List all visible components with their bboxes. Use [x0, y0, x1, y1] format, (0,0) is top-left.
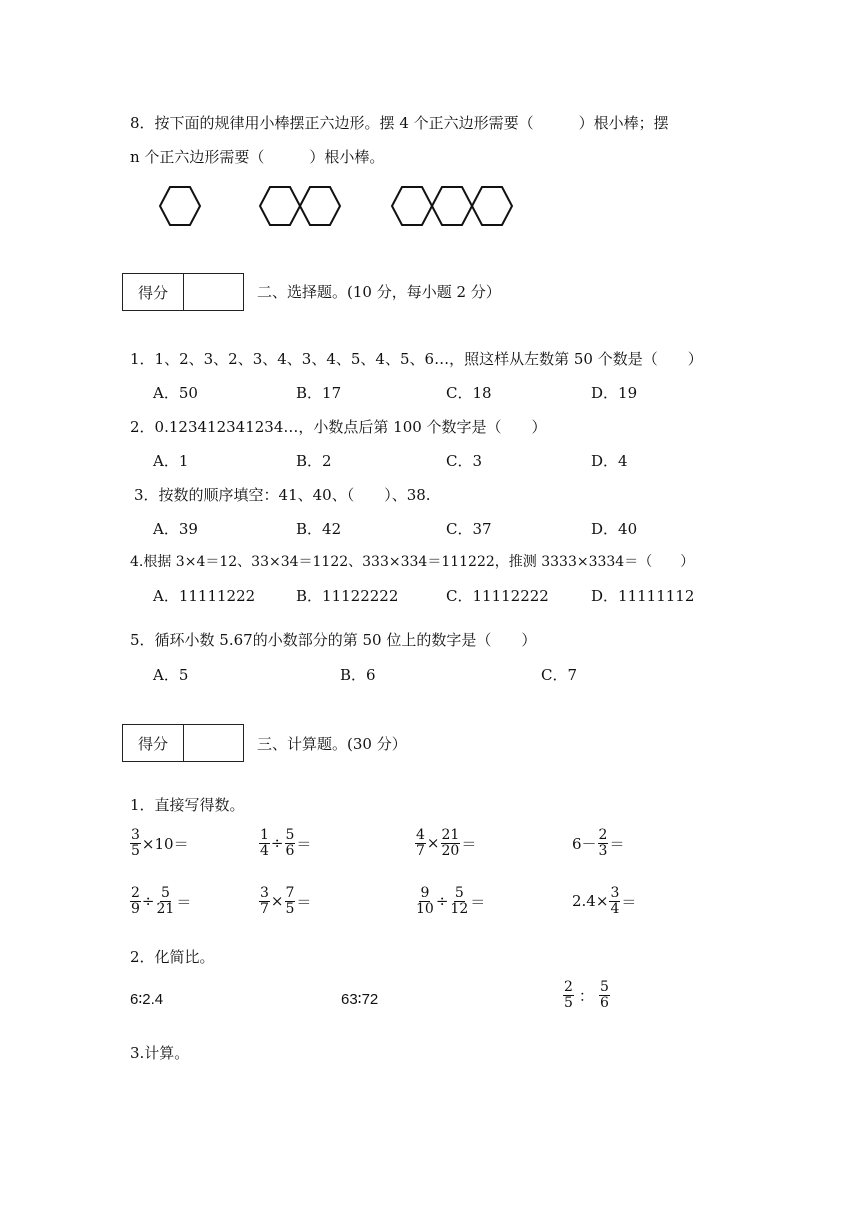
option: C．3 — [446, 452, 483, 470]
score-blank — [184, 725, 243, 761]
fraction: $\frac{3}{5}$ — [131, 827, 140, 859]
option: B．17 — [296, 384, 342, 402]
option: D．19 — [591, 384, 638, 402]
calc-item: 6－ $\frac{2}{3}$ ＝ — [572, 827, 625, 859]
option: A．50 — [153, 384, 198, 402]
fraction: $\frac{3}{4}$ — [610, 885, 620, 917]
question-text: 3．按数的顺序填空：41、40、（ ）、38. — [134, 486, 431, 504]
question-text: 2．0.123412341234…，小数点后第 100 个数字是（ ） — [130, 418, 547, 436]
hexagon — [160, 187, 200, 225]
option: D．40 — [591, 520, 638, 538]
calc-item: $\frac{2}{9}$ ÷ $\frac{5}{21}$ ＝ — [131, 885, 192, 917]
option: B．2 — [296, 452, 332, 470]
ratio-item: $\frac{2}{5}$ ： $\frac{5}{6}$ — [564, 979, 609, 1011]
q8-line2: n 个正六边形需要（ ）根小棒。 — [130, 148, 385, 166]
score-blank — [184, 274, 243, 310]
calc-item: 2.4× $\frac{3}{4}$ ＝ — [572, 885, 637, 917]
option: C．37 — [446, 520, 492, 538]
fraction: $\frac{2}{9}$ — [131, 885, 140, 917]
calc-item: $\frac{1}{4}$ ÷ $\frac{5}{6}$ ＝ — [260, 827, 312, 859]
hexagon — [300, 187, 340, 225]
fraction: $\frac{5}{6}$ — [285, 827, 295, 859]
calc-item: $\frac{9}{10}$ ÷ $\frac{5}{12}$ ＝ — [416, 885, 486, 917]
hexagon — [392, 187, 432, 225]
fraction: $\frac{7}{5}$ — [285, 885, 295, 917]
fraction: $\frac{2}{5}$ — [564, 979, 573, 1011]
option: B．42 — [296, 520, 342, 538]
fraction: $\frac{2}{3}$ — [598, 827, 608, 859]
option: B．11122222 — [296, 587, 399, 605]
section2-title: 二、选择题。(10 分，每小题 2 分） — [257, 283, 501, 301]
option: C．18 — [446, 384, 492, 402]
question-text: 1．1、2、3、2、3、4、3、4、5、4、5、6…，照这样从左数第 50 个数是（ ） — [130, 350, 703, 368]
fraction: $\frac{5}{12}$ — [450, 885, 469, 917]
option: D．11111112 — [591, 587, 695, 605]
ratio-item: 6∶2.4 — [130, 991, 164, 1008]
section3-title: 三、计算题。(30 分） — [257, 735, 407, 753]
fraction: $\frac{5}{6}$ — [599, 979, 609, 1011]
option: A．11111222 — [153, 587, 256, 605]
part1-heading: 1．直接写得数。 — [130, 796, 245, 814]
calc-item: $\frac{3}{5}$ ×10＝ — [131, 827, 189, 859]
calc-item: $\frac{4}{7}$ × $\frac{21}{20}$ ＝ — [416, 827, 477, 859]
score-label: 得分 — [123, 274, 184, 310]
calc-item: $\frac{3}{7}$ × $\frac{7}{5}$ ＝ — [260, 885, 312, 917]
option: A．39 — [153, 520, 198, 538]
fraction: $\frac{1}{4}$ — [260, 827, 269, 859]
option: B．6 — [340, 666, 376, 684]
part3-heading: 3.计算。 — [130, 1044, 190, 1062]
option: C．11112222 — [446, 587, 549, 605]
option: D．4 — [591, 452, 628, 470]
score-label: 得分 — [123, 725, 184, 761]
score-box-section2 — [122, 273, 244, 311]
option: A．1 — [153, 452, 189, 470]
option: C．7 — [541, 666, 578, 684]
ratio-item: 63∶72 — [341, 991, 379, 1008]
question-text: 4.根据 3×4＝12、33×34＝1122、333×334＝111222，推测 3333×3334＝（ ） — [130, 554, 695, 570]
fraction: $\frac{5}{21}$ — [156, 885, 175, 917]
fraction: $\frac{3}{7}$ — [260, 885, 269, 917]
fraction: $\frac{4}{7}$ — [416, 827, 425, 859]
hexagon — [432, 187, 472, 225]
hexagon — [260, 187, 300, 225]
question-text: 5．循环小数 5.67的小数部分的第 50 位上的数字是（ ） — [130, 631, 537, 649]
hexagon-figures — [150, 180, 550, 240]
option: A．5 — [153, 666, 189, 684]
hexagon — [472, 187, 512, 225]
q8-line1: 8．按下面的规律用小棒摆正六边形。摆 4 个正六边形需要（ ）根小棒；摆 — [130, 114, 669, 132]
fraction: $\frac{9}{10}$ — [416, 885, 434, 917]
fraction: $\frac{21}{20}$ — [441, 827, 460, 859]
score-box-section3 — [122, 724, 244, 762]
part2-heading: 2．化简比。 — [130, 948, 215, 966]
